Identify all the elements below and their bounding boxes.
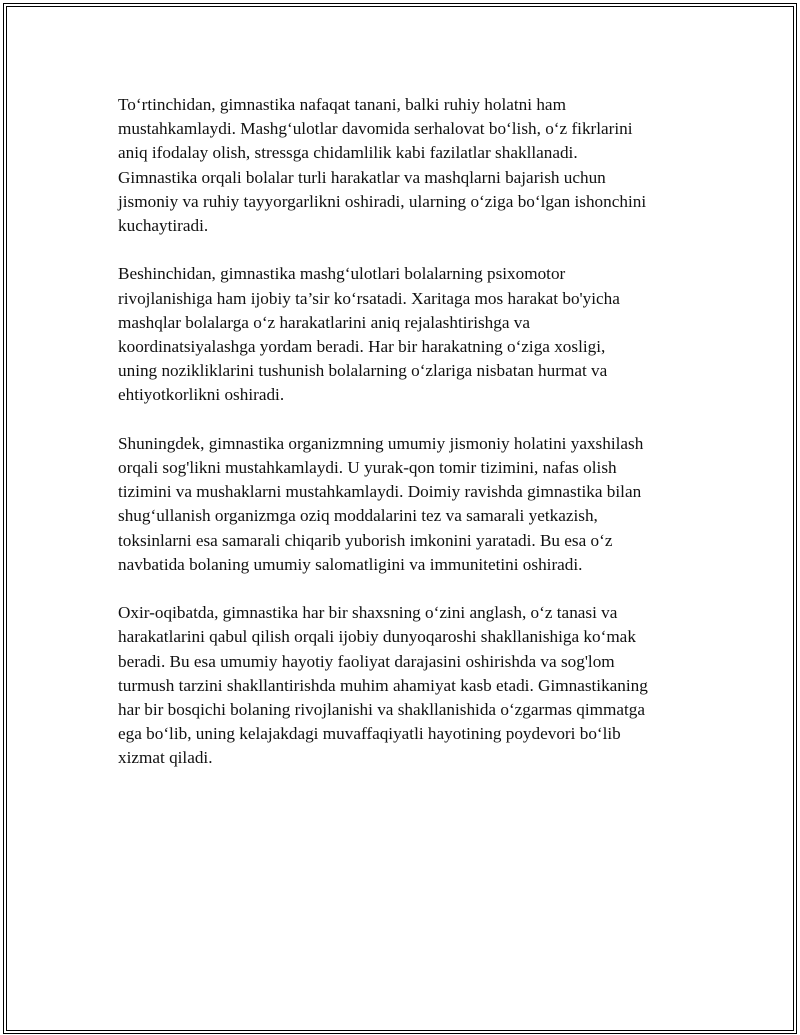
paragraph-3: Shuningdek, gimnastika organizmning umumiy jismoniy holatini yaxshilash orqali sog'likni mustahkamlaydi. U yurak-qon tomir tizimini, nafas olish tizimini va mushaklarni mustahkamlaydi. Doimiy ravishda gimnastika bilan shug‘ullanish organizmga oziq moddalarini tez va samarali yetkazish, toksinlarni esa samarali chiqarib yuborish imkonini yaratadi. Bu esa o‘z navbatida bolaning umumiy salomatligini va immunitetini oshiradi.: [118, 433, 644, 574]
paragraph-1: To‘rtinchidan, gimnastika nafaqat tanani, balki ruhiy holatni ham mustahkamlaydi. Mashg‘ulotlar davomida serhalovat bo‘lish, o‘z fikrlarini aniq ifodalay olish, stressga chidamlilik kabi fazilatlar shakllanadi. Gimnastika orqali bolalar turli harakatlar va mashqlarni bajarish uchun jismoniy va ruhiy tayyorgarlikni oshiradi, ularning o‘ziga bo‘lgan ishonchini kuchaytiradi.: [118, 95, 647, 236]
paragraph-4: Oxir-oqibatda, gimnastika har bir shaxsning o‘zini anglash, o‘z tanasi va harakatlarini qabul qilish orqali ijobiy dunyoqaroshi shakllanishiga ko‘mak beradi. Bu esa umumiy hayotiy faoliyat darajasini oshirishda va sog'lom turmush tarzini shakllantirishda muhim ahamiyat kasb etadi. Gimnastikaning har bir bosqichi bolaning rivojlanishi va shakllanishida o‘zgarmas qimmatga ega bo‘lib, uning kelajakdagi muvaffaqiyatli hayotining poydevori bo‘lib xizmat qiladi.: [118, 603, 648, 768]
document-body: [118, 93, 688, 795]
paragraph-2: Beshinchidan, gimnastika mashg‘ulotlari bolalarning psixomotor rivojlanishiga ham ijobiy ta’sir ko‘rsatadi. Xaritaga mos harakat bo'yicha mashqlar bolalarga o‘z harakatlarini aniq rejalashtirishga va koordinatsiyalashga yordam beradi. Har bir harakatning o‘ziga xosligi, uning nozikliklarini tushunish bolalarning o‘zlariga nisbatan hurmat va ehtiyotkorlikni oshiradi.: [118, 264, 620, 405]
